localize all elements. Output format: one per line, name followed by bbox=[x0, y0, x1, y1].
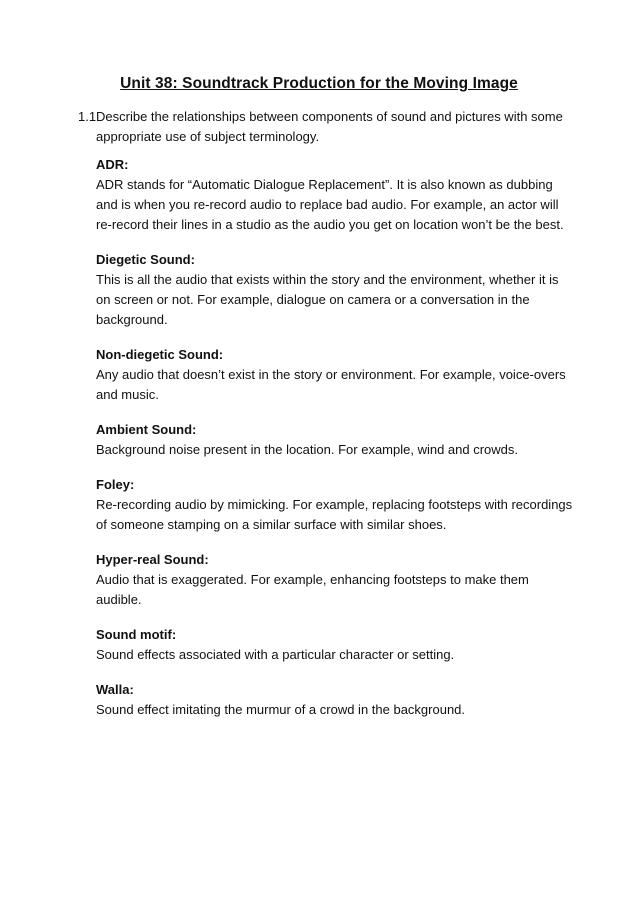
term-diegetic-sound bbox=[96, 250, 576, 330]
term-definition: This is all the audio that exists within the story and the environment, whether it is on screen or not. For example, dialogue on camera or a conversation in the background. bbox=[96, 272, 559, 327]
question-text: Describe the relationships between components of sound and pictures with some appropriate use of subject terminology. bbox=[96, 109, 563, 144]
term-heading: Diegetic Sound: bbox=[96, 252, 195, 267]
term-ambient-sound bbox=[96, 420, 576, 460]
term-definition: ADR stands for “Automatic Dialogue Replacement”. It is also known as dubbing and is when you re-record audio to replace bad audio. For example, an actor will re-record their lines in a studio as the audio you get on location won’t be the best. bbox=[96, 177, 564, 232]
question-number: 1.1 bbox=[78, 109, 97, 124]
term-heading: Sound motif: bbox=[96, 627, 177, 642]
term-walla bbox=[96, 680, 576, 720]
term-definition: Audio that is exaggerated. For example, enhancing footsteps to make them audible. bbox=[96, 572, 529, 607]
term-heading: Hyper-real Sound: bbox=[96, 552, 209, 567]
term-non-diegetic-sound bbox=[96, 345, 576, 405]
term-definition: Background noise present in the location. For example, wind and crowds. bbox=[96, 442, 519, 457]
term-foley bbox=[96, 475, 576, 535]
term-heading: ADR: bbox=[96, 157, 129, 172]
page-title: Unit 38: Soundtrack Production for the Moving Image bbox=[120, 75, 518, 92]
term-definition: Sound effect imitating the murmur of a crowd in the background. bbox=[96, 702, 466, 717]
term-definition: Any audio that doesn’t exist in the story or environment. For example, voice-overs and music. bbox=[96, 367, 566, 402]
term-definition: Sound effects associated with a particular character or setting. bbox=[96, 647, 455, 662]
term-heading: Non-diegetic Sound: bbox=[96, 347, 224, 362]
term-adr bbox=[96, 155, 576, 235]
term-hyper-real-sound bbox=[96, 550, 576, 610]
terms-list bbox=[96, 155, 576, 735]
term-sound-motif bbox=[96, 625, 576, 665]
term-heading: Walla: bbox=[96, 682, 134, 697]
term-heading: Ambient Sound: bbox=[96, 422, 197, 437]
term-definition: Re-recording audio by mimicking. For example, replacing footsteps with recordings of someone stamping on a similar surface with similar shoes. bbox=[96, 497, 573, 532]
term-heading: Foley: bbox=[96, 477, 135, 492]
